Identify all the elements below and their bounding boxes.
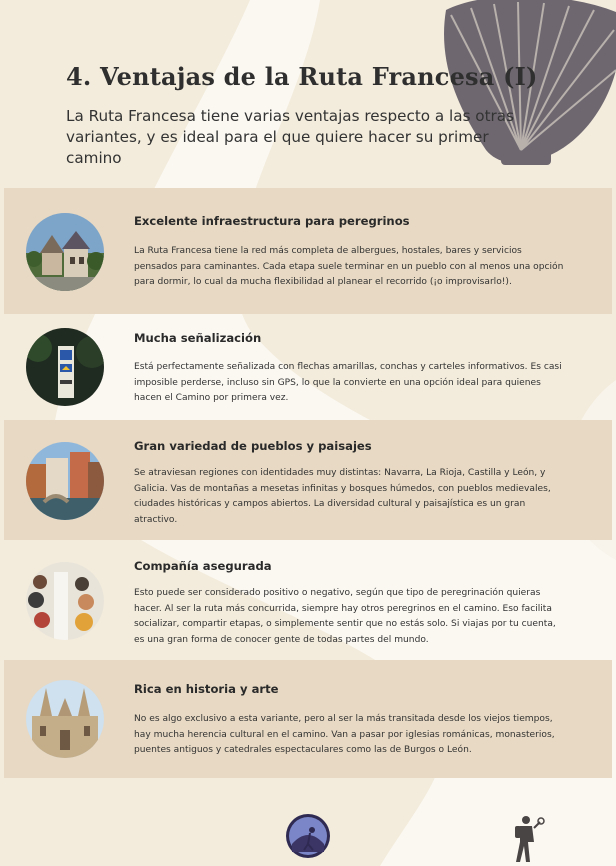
hiker-icon [512, 814, 548, 864]
section-body: No es algo exclusivo a esta variante, pero al ser la más transitada desde los viejos tiempos, hay mucha herencia cultural en el camino. Van a pasar por iglesias románicas, monasterios, puentes antiguos y catedrales espectaculares como las de Burgos o León. [134, 714, 555, 755]
section-company [0, 540, 616, 660]
section-title: Mucha señalización [134, 331, 262, 345]
section-body: La Ruta Francesa tiene la red más completa de albergues, hostales, bares y servicios pensados para caminantes. Cada etapa suele terminar en un pueblo con al menos una opción para dormir, lo cual da mucha flexibilidad al planear el recorrido (¡o improvisarlo!). [134, 246, 564, 287]
village-photo [26, 213, 104, 291]
signpost-photo [26, 328, 104, 406]
section-infrastructure [0, 188, 616, 314]
section-body: Está perfectamente señalizada con flechas amarillas, conchas y carteles informativos. Es casi imposible perderse, incluso sin GPS, lo que la convierte en una opción ideal para quienes hacen el Camino por primera vez. [134, 362, 562, 403]
section-title: Excelente infraestructura para peregrinos [134, 214, 410, 228]
section-title: Compañía asegurada [134, 559, 272, 573]
cathedral-photo [26, 680, 104, 758]
section-title: Gran variedad de pueblos y paisajes [134, 439, 372, 453]
section-title: Rica en historia y arte [134, 682, 279, 696]
page-subtitle: La Ruta Francesa tiene varias ventajas respecto a las otras variantes, y es ideal para el que quiere hacer su primer camino [66, 107, 515, 167]
pilgrims-dinner-photo [26, 562, 104, 640]
section-signage [0, 314, 616, 420]
river-town-photo [26, 442, 104, 520]
section-history-art [0, 660, 616, 778]
section-towns-landscapes [0, 420, 616, 540]
page-title: 4. Ventajas de la Ruta Francesa (I) [66, 62, 538, 91]
section-body: Se atraviesan regiones con identidades muy distintas: Navarra, La Rioja, Castilla y León, y Galicia. Vas de montañas a mesetas infinitas y bosques húmedos, con pueblos medievales, ciudades históricas y campos abiertos. La diversidad cultural y paisajística es un gran atractivo. [134, 468, 551, 525]
section-body: Esto puede ser considerado positivo o negativo, según que tipo de peregrinación quieras hacer. Al ser la ruta más concurrida, siempre hay otros peregrinos en el camino. Eso facilita socializar, compartir etapas, o simplemente sentir que no estás solo. Si viajas por tu cuenta, es una gran forma de conocer gente de todas partes del mundo. [134, 588, 556, 645]
pilgrim-logo [282, 812, 334, 864]
